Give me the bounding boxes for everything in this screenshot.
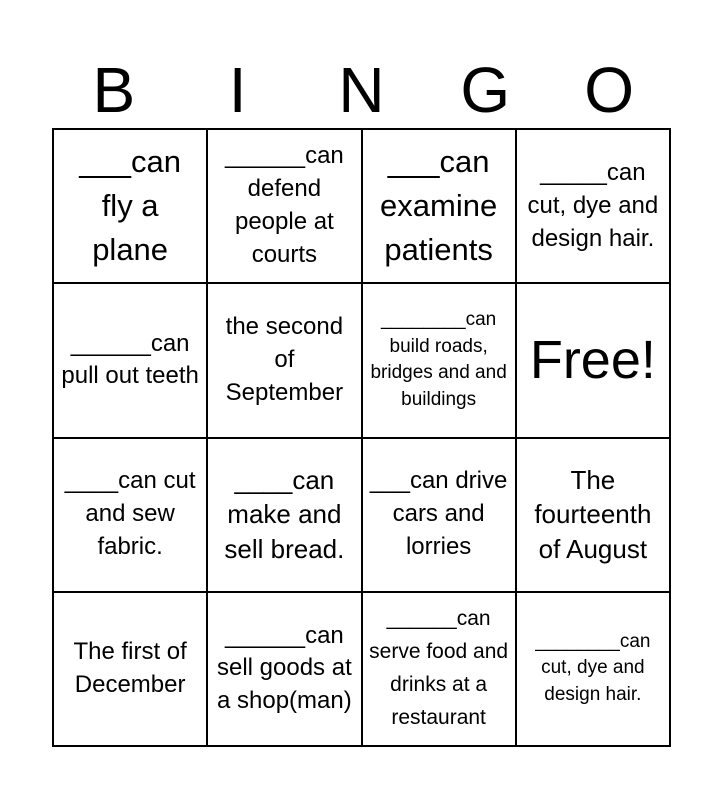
header-letter-o: O — [584, 54, 634, 126]
bingo-cell[interactable] — [54, 130, 208, 284]
header-letter-g: G — [460, 54, 511, 126]
bingo-cell-text: ______can sell goods at a shop(man) — [216, 621, 352, 715]
bingo-cell[interactable] — [54, 439, 208, 593]
bingo-cell-text: The fourteenth of August — [534, 464, 652, 564]
bingo-cell[interactable] — [517, 593, 671, 747]
bingo-cell-text: ________can build roads, bridges and and buildings — [370, 308, 507, 411]
bingo-cell[interactable] — [208, 130, 362, 284]
bingo-cell[interactable] — [208, 439, 362, 593]
bingo-cell-text: ______can serve food and drinks at a restaurant — [369, 606, 509, 729]
bingo-cell[interactable] — [517, 130, 671, 284]
bingo-cell-text: ___can drive cars and lorries — [369, 467, 508, 561]
bingo-cell[interactable] — [208, 593, 362, 747]
bingo-cell-text: ____can make and sell bread. — [224, 464, 345, 564]
bingo-cell-text: ___can examine patients — [380, 143, 498, 268]
header-letter-b: B — [92, 54, 136, 126]
bingo-cell-text: Free! — [529, 329, 656, 390]
bingo-cell-text: ______can pull out teeth — [61, 329, 199, 390]
bingo-cell-text: ________can cut, dye and design hair. — [535, 630, 651, 706]
bingo-cell-text: ____can cut and sew fabric. — [64, 467, 196, 561]
bingo-cell-text: ______can defend people at courts — [224, 142, 344, 268]
bingo-cell[interactable] — [363, 284, 517, 438]
bingo-cell[interactable] — [208, 284, 362, 438]
header-letter-n: N — [338, 54, 385, 126]
bingo-cell[interactable] — [54, 593, 208, 747]
bingo-cell[interactable] — [363, 439, 517, 593]
bingo-cell[interactable] — [363, 130, 517, 284]
bingo-cell-text: The first of December — [73, 638, 187, 698]
header-letter-i: I — [228, 54, 247, 126]
bingo-cell-text: _____can cut, dye and design hair. — [527, 158, 659, 252]
bingo-cell-text: the second of September — [225, 313, 344, 406]
bingo-cell-free[interactable] — [517, 284, 671, 438]
bingo-cell[interactable] — [54, 284, 208, 438]
bingo-cell-text: ___can fly a plane — [79, 143, 181, 268]
bingo-cell[interactable] — [517, 439, 671, 593]
bingo-card-grid — [52, 128, 671, 747]
bingo-cell[interactable] — [363, 593, 517, 747]
bingo-header — [52, 55, 671, 125]
